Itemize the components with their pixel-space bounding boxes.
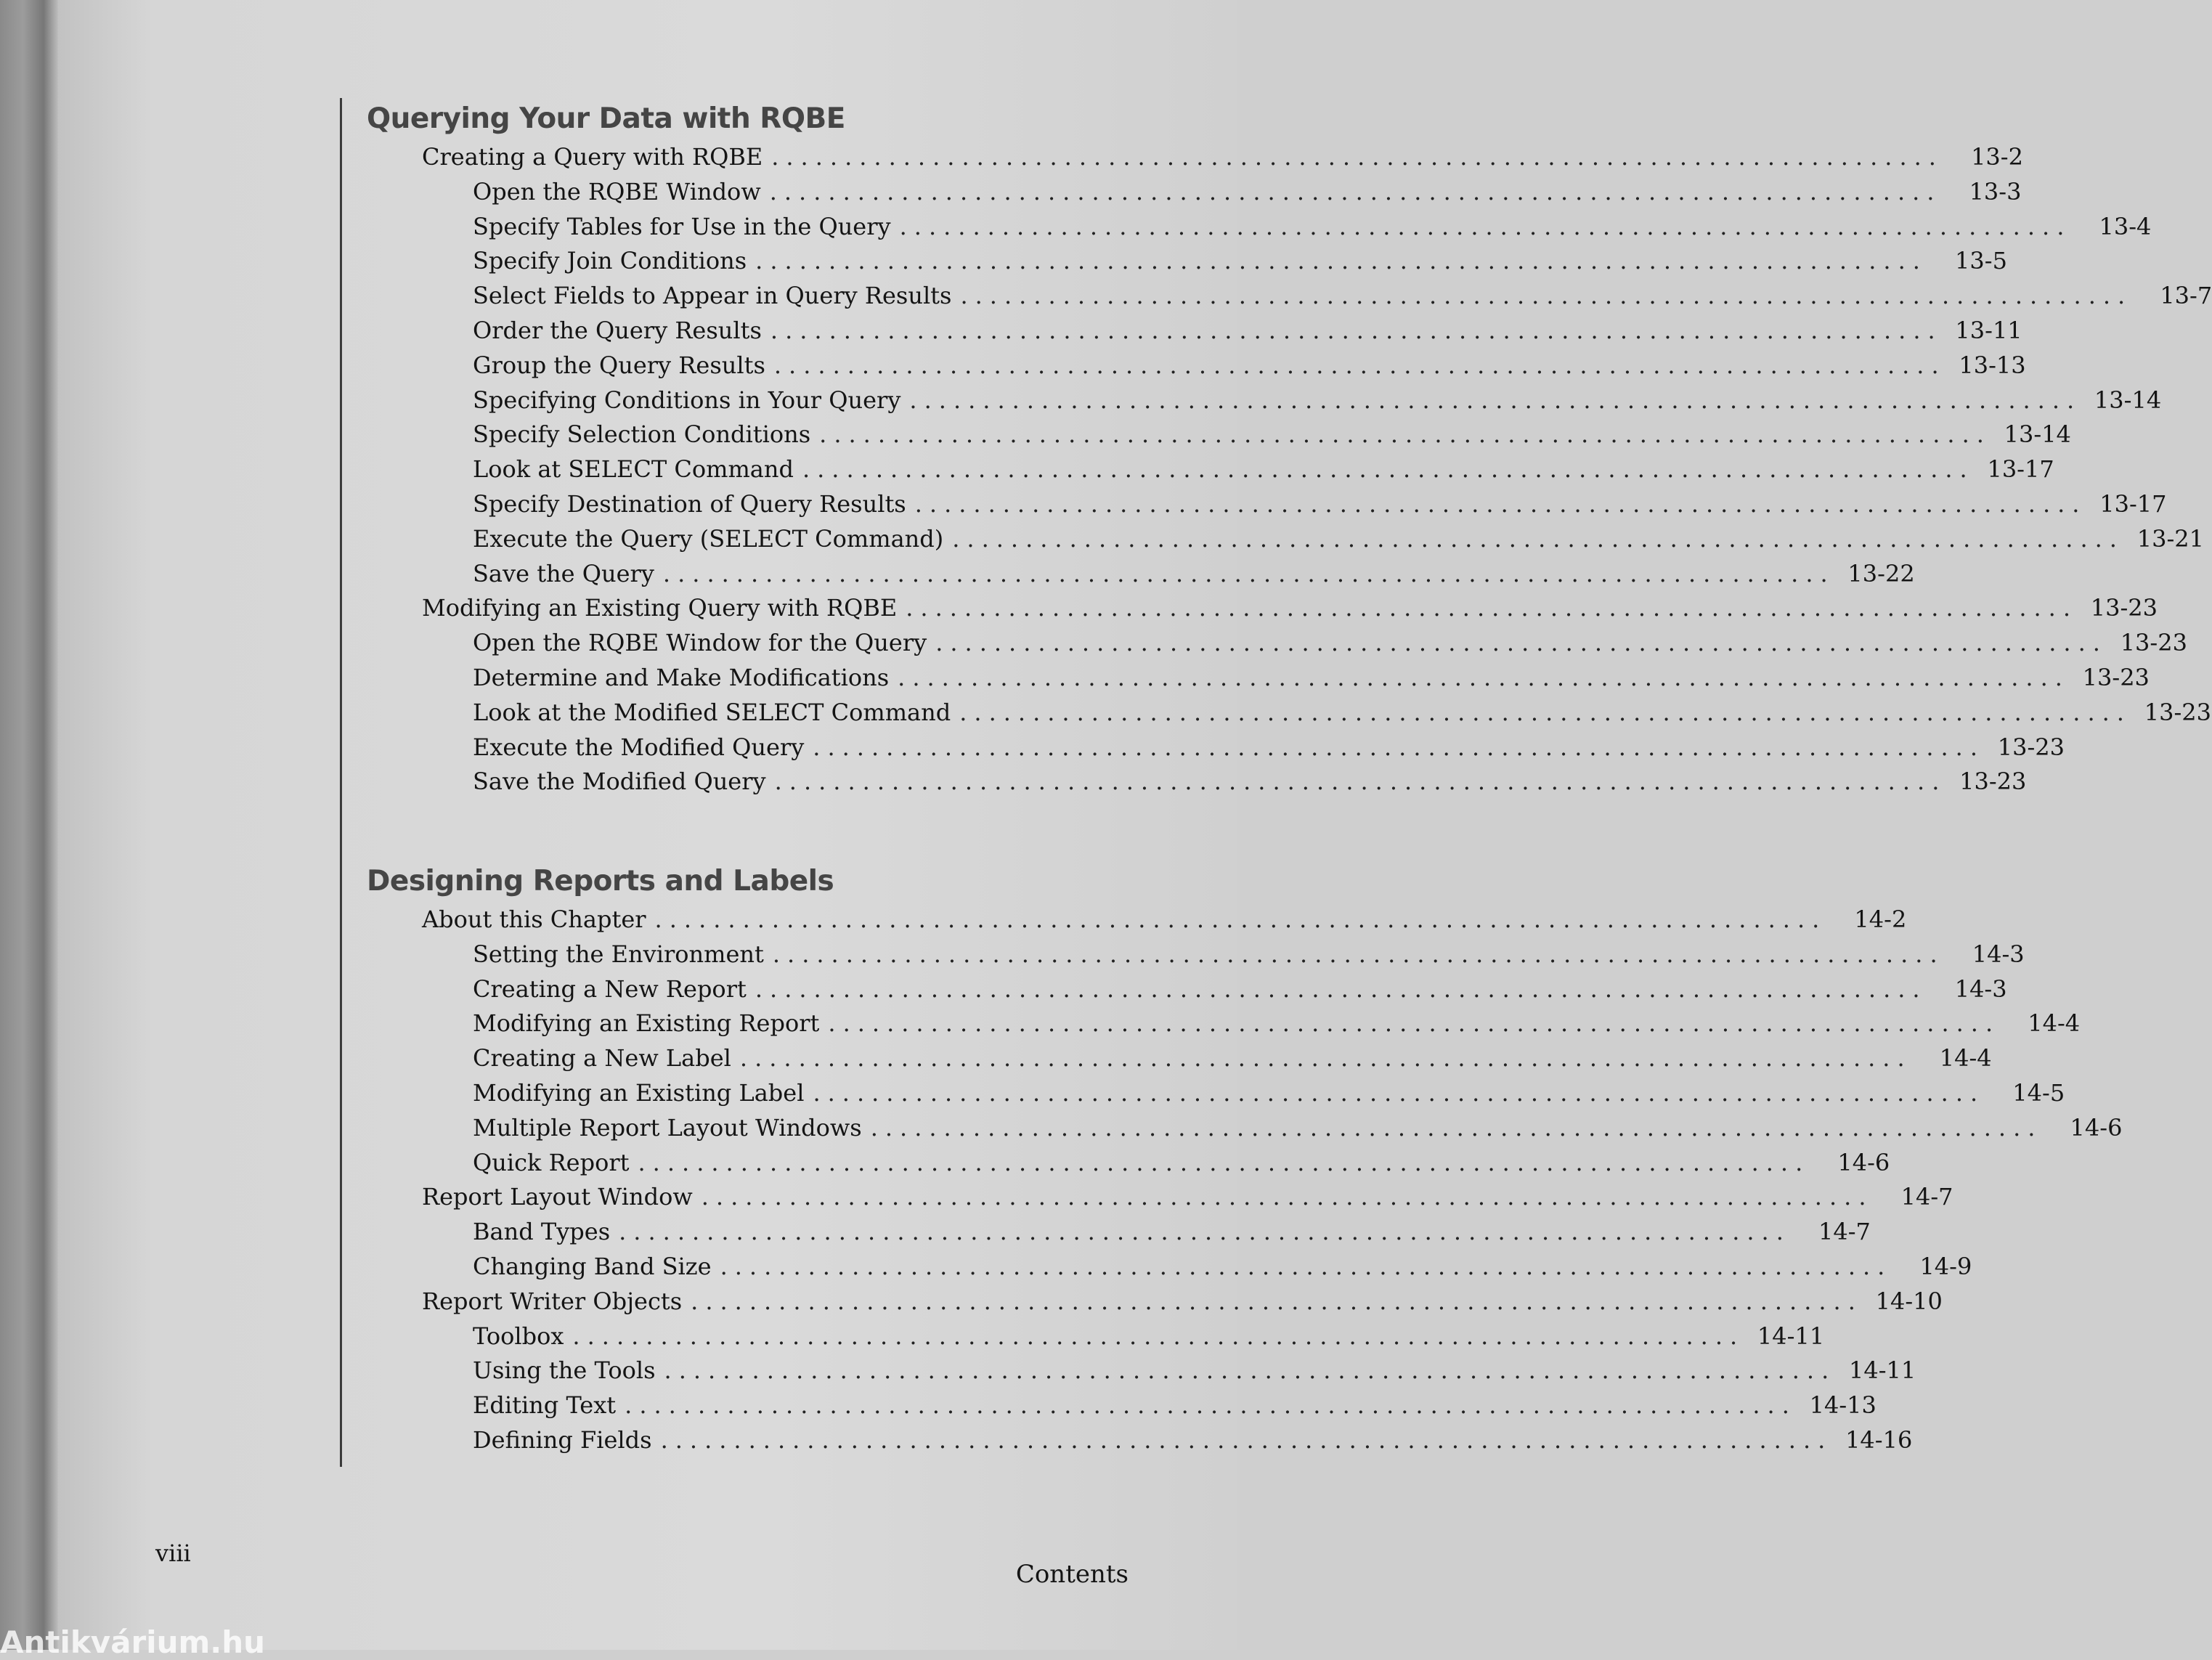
dot-leader: ................................................................................	[828, 1009, 2001, 1038]
toc-entry	[367, 487, 2167, 522]
toc-entry	[367, 140, 2023, 175]
entry-page-number: 13-17	[2099, 489, 2167, 518]
entry-title: Group the Query Results	[473, 351, 765, 379]
entry-title: Specifying Conditions in Your Query	[473, 386, 901, 414]
toc-entry	[367, 1319, 1825, 1354]
entry-page-number: 14-11	[1849, 1356, 1916, 1385]
entry-page-number: 13-21	[2136, 524, 2204, 553]
toc-section-querying	[367, 98, 2212, 800]
entry-page-number: 14-2	[1854, 906, 1907, 933]
toc-entry	[367, 279, 2212, 314]
entry-page-number: 14-16	[1845, 1425, 1913, 1454]
entry-title: Determine and Make Modifications	[473, 663, 890, 691]
book-spine-shadow	[0, 0, 58, 1650]
entry-title: Report Layout Window	[422, 1183, 693, 1211]
entry-title: Select Fields to Appear in Query Results	[473, 282, 952, 310]
dot-leader: ................................................................................	[813, 733, 1985, 761]
dot-leader: ................................................................................	[914, 489, 2087, 518]
dot-leader: ................................................................................	[819, 420, 1991, 449]
entry-page-number: 14-7	[1900, 1183, 1953, 1211]
entry-title: Setting the Environment	[473, 940, 764, 968]
dot-leader: ................................................................................	[662, 559, 1835, 587]
toc-entry	[367, 1250, 1972, 1285]
dot-leader: ................................................................................	[654, 906, 1827, 933]
entry-title: Quick Report	[473, 1148, 630, 1176]
toc-section-reports	[367, 860, 2123, 1458]
toc-entry	[367, 1354, 1916, 1388]
dot-leader: ................................................................................	[701, 1183, 1874, 1211]
entry-title: Order the Query Results	[473, 316, 762, 344]
entry-page-number: 13-3	[1969, 177, 2022, 206]
entry-page-number: 14-3	[1972, 940, 2025, 968]
dot-leader: ................................................................................	[935, 629, 2107, 657]
entry-page-number: 13-4	[2099, 212, 2152, 240]
dot-leader: ................................................................................	[771, 143, 1943, 171]
entry-page-number: 14-10	[1875, 1287, 1943, 1315]
dot-leader: ................................................................................	[625, 1391, 1797, 1420]
dot-leader: ................................................................................	[774, 768, 1947, 796]
entry-title: Toolbox	[473, 1322, 564, 1350]
section-title: Designing Reports and Labels	[367, 865, 834, 898]
dot-leader: ................................................................................	[772, 940, 1945, 968]
dot-leader: ................................................................................	[899, 212, 2072, 240]
toc-entry	[367, 591, 2158, 626]
toc-entry	[367, 1006, 2081, 1041]
entry-title: Modifying an Existing Query with RQBE	[422, 594, 898, 622]
entry-title: About this Chapter	[422, 906, 646, 933]
entry-page-number: 14-5	[2012, 1078, 2065, 1107]
entry-page-number: 13-14	[2094, 386, 2162, 414]
entry-title: Save the Modified Query	[473, 768, 766, 796]
entry-title: Look at the Modified SELECT Command	[473, 698, 951, 726]
toc-entry-list	[367, 903, 2123, 1458]
entry-title: Multiple Report Layout Windows	[473, 1113, 862, 1142]
entry-title: Defining Fields	[473, 1425, 652, 1454]
entry-page-number: 13-23	[2082, 663, 2150, 691]
toc-entry	[367, 1388, 1876, 1423]
toc-entry	[367, 937, 2025, 972]
entry-page-number: 13-14	[2004, 420, 2071, 449]
entry-page-number: 13-22	[1847, 559, 1915, 587]
dot-leader: ................................................................................	[959, 698, 2131, 726]
entry-page-number: 13-5	[1955, 247, 2007, 275]
toc-entry	[367, 903, 1907, 937]
dot-leader: ................................................................................	[870, 1113, 2043, 1142]
dot-leader: ................................................................................	[906, 594, 2078, 622]
entry-page-number: 13-23	[2090, 594, 2158, 622]
toc-entry	[367, 696, 2211, 731]
entry-page-number: 13-23	[2144, 698, 2211, 726]
toc-entry	[367, 175, 2022, 210]
toc-entry	[367, 972, 2007, 1007]
entry-page-number: 14-9	[1919, 1252, 1972, 1280]
dot-leader: ................................................................................	[813, 1078, 1985, 1107]
entry-title: Modifying an Existing Report	[473, 1009, 820, 1038]
entry-page-number: 13-23	[2120, 629, 2187, 657]
toc-entry	[367, 557, 1915, 592]
dot-leader: ................................................................................	[960, 282, 2133, 310]
dot-leader: ................................................................................	[660, 1425, 1833, 1454]
toc-entry	[367, 1215, 1871, 1250]
toc-entry	[367, 626, 2187, 661]
dot-leader: ................................................................................	[770, 316, 1943, 344]
toc-entry	[367, 418, 2071, 452]
dot-leader: ................................................................................	[773, 351, 1946, 379]
entry-title: Modifying an Existing Label	[473, 1078, 805, 1107]
entry-title: Creating a Query with RQBE	[422, 143, 763, 171]
dot-leader: ................................................................................	[664, 1356, 1837, 1385]
entry-title: Specify Tables for Use in the Query	[473, 212, 891, 240]
entry-title: Save the Query	[473, 559, 654, 587]
vertical-rule	[340, 98, 342, 1467]
dot-leader: ................................................................................	[720, 1252, 1892, 1280]
toc-entry	[367, 1146, 1890, 1181]
entry-title: Editing Text	[473, 1391, 617, 1420]
toc-entry	[367, 244, 2007, 279]
entry-page-number: 13-13	[1959, 351, 2026, 379]
entry-page-number: 13-17	[1987, 455, 2054, 484]
entry-title: Execute the Query (SELECT Command)	[473, 524, 944, 553]
entry-title: Execute the Modified Query	[473, 733, 805, 761]
entry-page-number: 13-11	[1955, 316, 2022, 344]
entry-page-number: 13-23	[1997, 733, 2065, 761]
dot-leader: ................................................................................	[755, 247, 1927, 275]
entry-title: Using the Tools	[473, 1356, 656, 1385]
entry-page-number: 14-7	[1818, 1218, 1871, 1246]
entry-title: Specify Join Conditions	[473, 247, 747, 275]
dot-leader: ................................................................................	[898, 663, 2070, 691]
toc-entry	[367, 765, 2027, 800]
entry-page-number: 13-23	[1959, 768, 2027, 796]
toc-entry	[367, 1111, 2123, 1146]
toc-entry	[367, 383, 2162, 418]
dot-leader: ................................................................................	[619, 1218, 1791, 1246]
toc-entry	[367, 1423, 1913, 1458]
watermark: Antikvárium.hu	[0, 1624, 266, 1660]
running-title: Contents	[1015, 1560, 1129, 1589]
toc-entry	[367, 349, 2026, 383]
toc-entry	[367, 1285, 1943, 1319]
toc-entry	[367, 522, 2204, 557]
toc-entry	[367, 210, 2152, 245]
entry-page-number: 14-4	[2028, 1009, 2081, 1038]
toc-entry	[367, 1076, 2065, 1111]
entry-title: Open the RQBE Window for the Query	[473, 629, 927, 657]
entry-title: Creating a New Label	[473, 1044, 731, 1073]
dot-leader: ................................................................................	[638, 1148, 1810, 1176]
dot-leader: ................................................................................	[909, 386, 2082, 414]
toc-entry	[367, 314, 2022, 349]
toc-entry	[367, 1180, 1953, 1215]
toc-entry	[367, 731, 2065, 765]
entry-title: Open the RQBE Window	[473, 177, 761, 206]
page-number: viii	[155, 1539, 191, 1567]
dot-leader: ................................................................................	[755, 975, 1927, 1003]
entry-page-number: 14-6	[1837, 1148, 1890, 1176]
entry-page-number: 13-2	[1971, 143, 2023, 171]
dot-leader: ................................................................................	[691, 1287, 1863, 1315]
entry-title: Specify Selection Conditions	[473, 420, 811, 449]
entry-title: Changing Band Size	[473, 1252, 712, 1280]
dot-leader: ................................................................................	[802, 455, 1975, 484]
entry-page-number: 14-3	[1954, 975, 2007, 1003]
toc-entry	[367, 1041, 1992, 1076]
entry-page-number: 13-7	[2160, 282, 2212, 310]
entry-page-number: 14-13	[1809, 1391, 1876, 1420]
entry-page-number: 14-11	[1757, 1322, 1825, 1350]
toc-entry-list	[367, 140, 2212, 800]
dot-leader: ................................................................................	[572, 1322, 1745, 1350]
dot-leader: ................................................................................	[952, 524, 2124, 553]
toc-entry	[367, 661, 2150, 696]
toc-entry	[367, 452, 2054, 487]
entry-title: Look at SELECT Command	[473, 455, 794, 484]
entry-title: Band Types	[473, 1218, 611, 1246]
entry-title: Report Writer Objects	[422, 1287, 683, 1315]
dot-leader: ................................................................................	[769, 177, 1942, 206]
entry-page-number: 14-6	[2070, 1113, 2123, 1142]
section-title: Querying Your Data with RQBE	[367, 102, 845, 135]
entry-page-number: 14-4	[1939, 1044, 1992, 1073]
entry-title: Creating a New Report	[473, 975, 747, 1003]
dot-leader: ................................................................................	[739, 1044, 1912, 1073]
entry-title: Specify Destination of Query Results	[473, 489, 906, 518]
